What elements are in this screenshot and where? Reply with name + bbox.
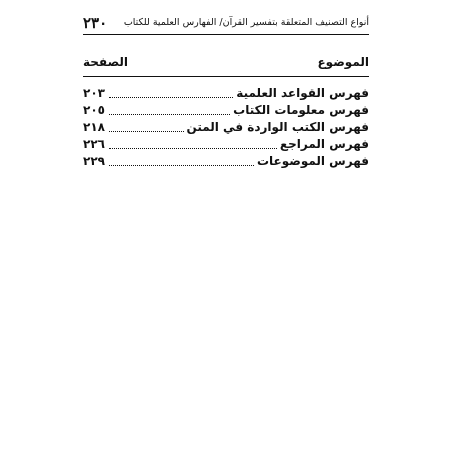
header-rule (83, 34, 369, 35)
toc-entry (83, 153, 369, 170)
toc-entry-title: فهرس القواعد العلمية (236, 86, 369, 100)
toc-entry (83, 85, 369, 102)
toc-entry (83, 136, 369, 153)
toc-entry-title: فهرس الكتب الواردة في المتن (186, 120, 369, 134)
running-header (83, 13, 369, 35)
toc-entries (83, 85, 369, 170)
page-column-heading: الصفحة (83, 55, 129, 69)
page-number: ٢٣٠ (83, 14, 108, 32)
dot-leader (109, 114, 230, 115)
dot-leader (109, 165, 254, 166)
toc-entry-page: ٢٠٥ (83, 103, 105, 117)
toc-entry (83, 119, 369, 136)
toc-entry-page: ٢٠٣ (83, 86, 105, 100)
table-of-contents (83, 54, 369, 168)
dot-leader (109, 131, 184, 132)
column-header-rule (83, 76, 369, 77)
dot-leader (109, 97, 233, 98)
dot-leader (109, 148, 277, 149)
toc-entry (83, 102, 369, 119)
toc-entry-title: فهرس معلومات الكتاب (233, 103, 369, 117)
running-title: أنواع التصنيف المتعلقة بتفسير القرآن/ الفهارس العلمية للكتاب (123, 17, 369, 28)
toc-column-headers (83, 54, 369, 72)
toc-entry-title: فهرس الموضوعات (256, 154, 369, 168)
toc-entry-page: ٢٢٩ (83, 154, 105, 168)
toc-entry-page: ٢٢٦ (83, 137, 105, 151)
toc-entry-page: ٢١٨ (83, 120, 105, 134)
topic-column-heading: الموضوع (317, 55, 369, 69)
toc-entry-title: فهرس المراجع (279, 137, 369, 151)
